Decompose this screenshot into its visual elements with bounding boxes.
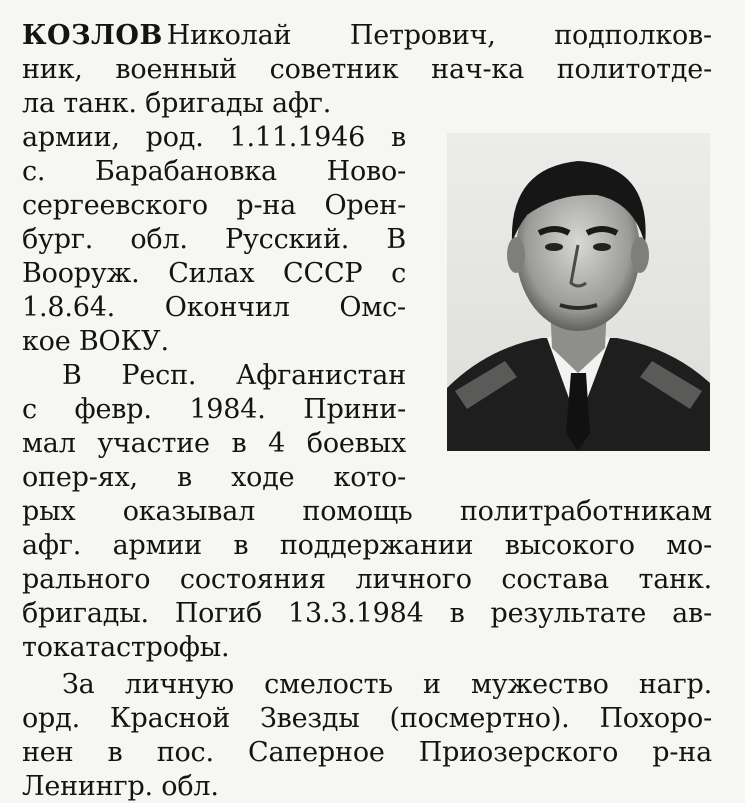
service-text: рых оказывал помощь политработникам <box>22 496 712 527</box>
service-text: с февр. 1984. Прини- <box>22 394 406 425</box>
bio-line-3 <box>22 88 745 120</box>
awards-line-3 <box>22 737 745 769</box>
service-text: опер-ях, в ходе кото- <box>22 462 406 493</box>
bio-text: ла танк. бригады афг. <box>22 88 332 119</box>
bio-line-1 <box>22 20 712 52</box>
bio-line-2 <box>22 54 745 86</box>
service-line-9 <box>22 632 745 664</box>
service-text: рального состояния личного состава танк. <box>22 564 712 595</box>
bio-text: бург. обл. Русский. В <box>22 224 406 255</box>
portrait-photo <box>447 133 710 451</box>
bio-text: 1.8.64. Окончил Омс- <box>22 292 406 323</box>
bio-text: Вооруж. Силах СССР с <box>22 258 406 289</box>
awards-text: орд. Красной Звезды (посмертно). Похоро- <box>22 703 712 734</box>
bio-text: армии, род. 1.11.1946 в <box>22 122 406 153</box>
bio-header-rest: Николай Петрович, подполков- <box>166 20 712 51</box>
service-text: В Респ. Афганистан <box>62 360 406 391</box>
awards-line-2 <box>22 703 745 735</box>
bio-text: сергеевского р-на Орен- <box>22 190 406 221</box>
awards-text: Ленингр. обл. <box>22 771 219 802</box>
service-text: бригады. Погиб 13.3.1984 в результате ав- <box>22 598 712 629</box>
awards-text: нен в пос. Саперное Приозерского р-на <box>22 737 712 768</box>
awards-line-4 <box>22 771 745 803</box>
bio-text: ник, военный советник нач-ка политотде- <box>22 54 712 85</box>
service-line-7 <box>22 564 745 596</box>
service-line-4 <box>22 462 745 494</box>
service-line-5 <box>22 496 745 528</box>
bio-text: с. Барабановка Ново- <box>22 156 406 187</box>
service-text: мал участие в 4 боевых <box>22 428 406 459</box>
service-text: афг. армии в поддержании высокого мо- <box>22 530 712 561</box>
service-line-8 <box>22 598 745 630</box>
awards-text: За личную смелость и мужество нагр. <box>62 669 712 700</box>
service-line-6 <box>22 530 745 562</box>
bio-text: кое ВОКУ. <box>22 326 169 357</box>
surname: КОЗЛОВ <box>22 20 163 51</box>
service-text: токатастрофы. <box>22 632 230 663</box>
awards-line-1 <box>62 669 745 701</box>
